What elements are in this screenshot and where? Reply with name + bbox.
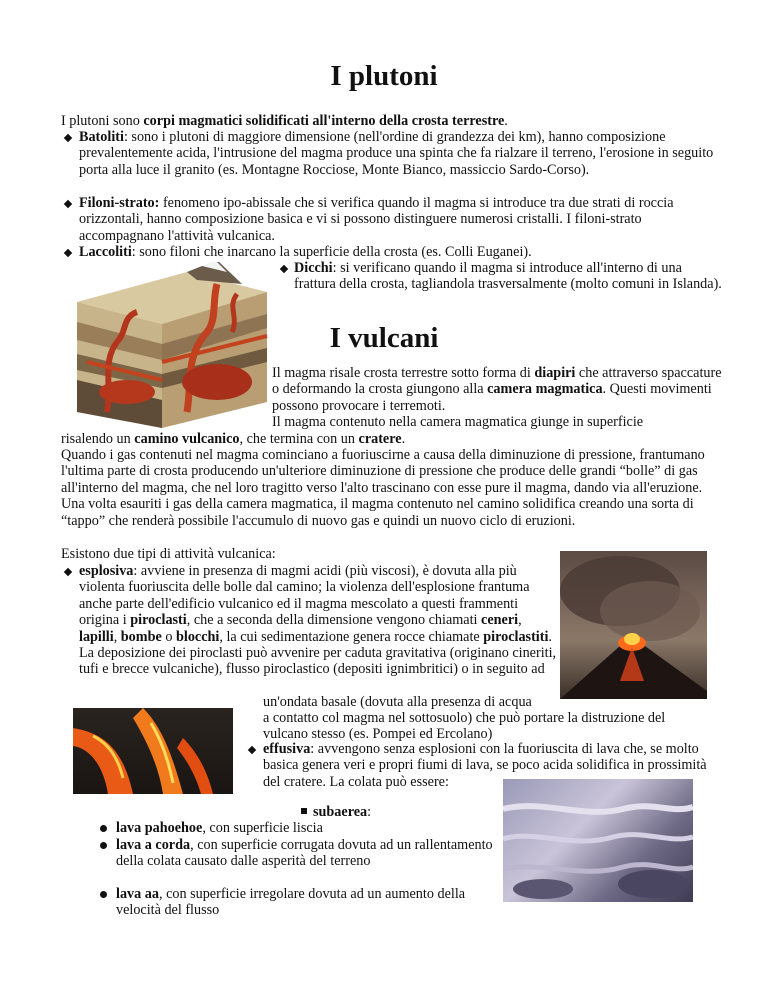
list-item-lava-a-corda: lava a corda, con superficie corrugata dovuta ad un rallentamento della colata causato dalle asperità del terreno <box>116 837 493 870</box>
sub-item-subaerea: subaerea: <box>301 804 501 820</box>
paragraph-camino-line1: Il magma contenuto nella camera magmatica giunge in superficie <box>272 414 644 430</box>
list-item-esplosiva: esplosiva: avviene in presenza di magmi acidi (più viscosi), è dovuta alla più violenta fuoriuscita delle bolle dal camino; la violenza dell'esplosione frantuma anche parte dell'edificio vulcanico ed il magma mescolato a questi frammenti origina i piroclasti, che a seconda della dimensione vengono chiamati ceneri, lapilli, bombe o blocchi, la cui sedimentazione genera rocce chiamate piroclastiti. La deposizione dei piroclasti può avvenire per caduta gravitativa (originano cineriti, tufi e brecce vulcaniche), flusso piroclastico (depositi ignimbritici) o in seguito ad <box>79 563 557 678</box>
bullet-dot-icon <box>100 842 107 849</box>
list-item-batoliti: Batoliti: sono i plutoni di maggiore dimensione (nell'ordine di grandezza dei km), hanno composizione prevalentemente acida, l'intrusione del magma produce una spinta che fa rialzare il terreno, l'erosione in seguito porta alla luce il granito (es. Montagne Rocciose, Monte Bianco, massiccio Sardo-Corso). <box>79 129 714 178</box>
paragraph-diapiri: Il magma risale crosta terrestre sotto forma di diapiri che attraverso spaccature o deformando la crosta giungono alla camera magmatica. Questi movimenti possono provocare i terremoti. <box>272 365 722 414</box>
list-item-effusiva: effusiva: avvengono senza esplosioni con la fuoriuscita di lava che, se molto basica genera veri e propri fiumi di lava, se poco acida solidifica in prossimità del cratere. La colata può essere: <box>263 741 707 790</box>
list-item-filoni-strato: Filoni-strato: fenomeno ipo-abissale che si verifica quando il magma si introduce tra due strati di roccia orizzontali, hanno composizione basica e vi si possono distinguere numerosi cristalli. I filoni-strato accompagnano l'attività vulcanica. <box>79 195 674 244</box>
bullet-diamond-icon <box>248 746 256 754</box>
esplosiva-continued: a contatto col magma nel sottosuolo) che può portare la distruzione del vulcano stesso (es. Pompei ed Ercolano) <box>263 710 666 743</box>
volcano-eruption-photo <box>560 551 707 699</box>
list-item-dicchi: Dicchi: si verificano quando il magma si introduce all'interno di una frattura della crosta, tagliandola trasversalmente (molto comuni in Islanda). <box>294 260 722 293</box>
page-title-vulcani: I vulcani <box>329 322 439 354</box>
paragraph-eruzione: Quando i gas contenuti nel magma cominciano a fuoriuscirne a causa della diminuzione di pressione, frantumano l'ultima parte di crosta producendo un'ulteriore diminuzione di pressione che produce delle grandi “bolle” di gas all'interno del magma, che nel loro tragitto verso l'alto trascinano con esse pure il magma, dando via all'eruzione. Una volta esauriti i gas della camera magmatica, il magma contenuto nel camino solidifica creando una sorta di “tappo” che renderà possibile l'accumulo di nuovo gas e quindi un nuovo ciclo di eruzioni. <box>61 447 705 529</box>
bullet-dot-icon <box>100 825 107 832</box>
pahoehoe-lava-photo <box>503 779 693 902</box>
list-item-lava-aa: lava aa, con superficie irregolare dovuta ad un aumento della velocità del flusso <box>116 886 466 919</box>
bullet-diamond-icon <box>64 200 72 208</box>
bullet-diamond-icon <box>64 134 72 142</box>
bullet-diamond-icon <box>280 265 288 273</box>
list-item-lava-pahoehoe: lava pahoehoe, con superficie liscia <box>116 820 323 836</box>
paragraph-tipi: Esistono due tipi di attività vulcanica: <box>61 546 276 562</box>
page-title-plutoni: I plutoni <box>330 60 438 92</box>
bullet-diamond-icon <box>64 568 72 576</box>
lava-flow-photo <box>73 708 233 794</box>
bullet-diamond-icon <box>64 249 72 257</box>
bullet-dot-icon <box>100 891 107 898</box>
bullet-square-icon <box>301 808 307 814</box>
list-item-laccoliti: Laccoliti: sono filoni che inarcano la superficie della crosta (es. Colli Euganei). <box>79 244 532 260</box>
intro-paragraph: I plutoni sono corpi magmatici solidificati all'interno della crosta terrestre. <box>61 113 508 129</box>
paragraph-camino-line2: risalendo un camino vulcanico, che termina con un cratere. <box>61 431 406 447</box>
esplosiva-continued-line1: un'ondata basale (dovuta alla presenza di acqua <box>263 694 532 710</box>
